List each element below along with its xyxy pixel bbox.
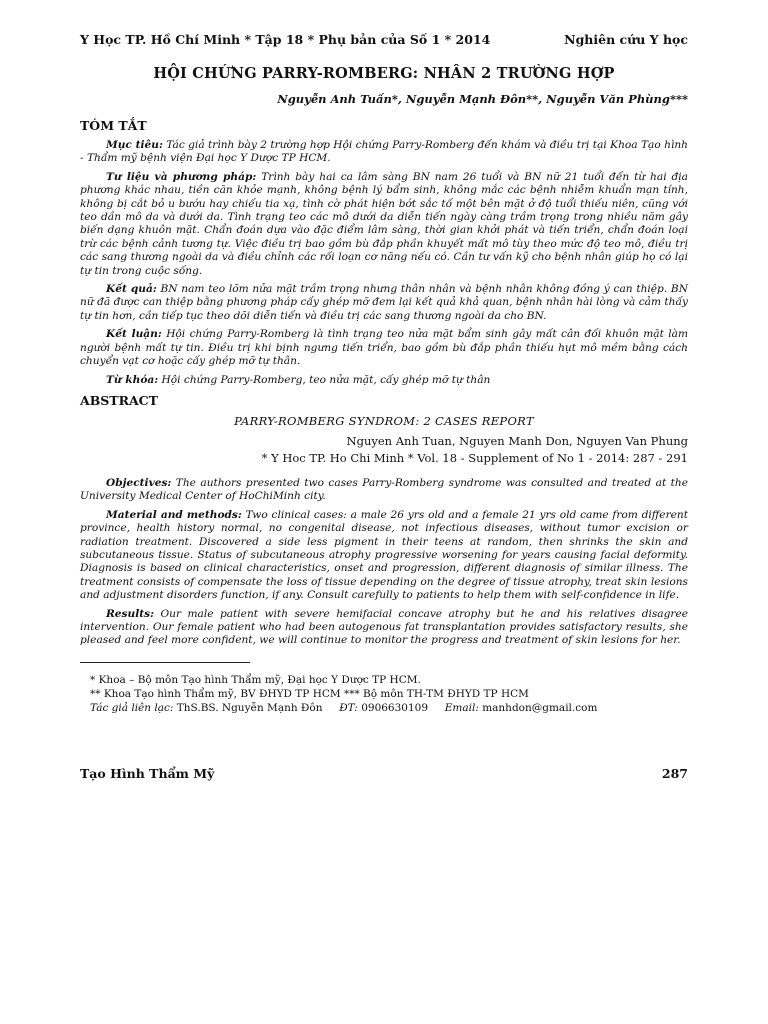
objective-paragraph — [80, 139, 688, 166]
paragraph-lead: Kết luận: — [106, 328, 162, 341]
paragraph-lead: Từ khóa: — [106, 373, 159, 386]
paragraph-text: Two clinical cases: a male 26 yrs old and a female 21 yrs old came from different province, health history normal, no congenital disease, not infectious diseases, without tumor excision or radiation treatment. Discovered a side less pigment in their teens at random, then shrinks the skin and subcutaneous tissue. Status of subcutaneous atrophy progressive worsening for years causing facial deformity. Diagnosis is based on clinical characteristics, onset and progression, different diagnosis of similar illness. The treatment consists of compensate the loss of tissue depending on the degree of tissue atrophy, treat skin lesions and adjustment disorders function, if any. Consult carefully to patients to help them with self-confidence in life. — [80, 508, 688, 602]
footnote-affiliation-1: * Khoa – Bộ môn Tạo hình Thẩm mỹ, Đại học Y Dược TP HCM. — [90, 673, 421, 686]
conclusion-paragraph — [80, 328, 688, 368]
paragraph-lead: Material and methods: — [106, 508, 242, 521]
page-number: 287 — [661, 766, 688, 781]
footnote-affiliation-2: ** Khoa Tạo hình Thẩm mỹ, BV ĐHYD TP HCM *** Bộ môn TH-TM ĐHYD TP HCM — [90, 687, 529, 700]
footnote-contact — [80, 701, 688, 715]
footnote-divider — [80, 662, 250, 663]
abstract-title: PARRY-ROMBERG SYNDROM: 2 CASES REPORT — [234, 413, 534, 428]
paragraph-text: BN nam teo lõm nửa mặt trầm trọng nhưng thân nhân và bệnh nhân không đồng ý can thiệp. BN nữ đã được can thiệp bằng phương pháp cấy ghép mỡ đem lại kết quả khả quan, bệnh nhân hài lòng và cảm thấy tự tin hơn, cần tiếp tục theo dõi diễn tiến và điều trị các sang thương ngoài da cho BN. — [80, 283, 688, 322]
keywords-paragraph — [80, 374, 688, 387]
paragraph-lead: Tư liệu và phương pháp: — [106, 170, 257, 183]
section-label: Nghiên cứu Y học — [564, 32, 688, 47]
running-header — [80, 32, 688, 47]
results-paragraph — [80, 283, 688, 323]
phone-label: ĐT: — [339, 701, 358, 714]
article-title: HỘI CHỨNG PARRY-ROMBERG: NHÂN 2 TRƯỜNG HỢP — [153, 65, 615, 82]
paragraph-text: Tác giả trình bày 2 trường hợp Hội chứng Parry-Romberg đến khám và điều trị tại Khoa Tạo hình - Thẩm mỹ bệnh viện Đại học Y Dược TP HCM. — [80, 139, 688, 165]
article-authors: Nguyễn Anh Tuấn*, Nguyễn Mạnh Đôn**, Nguyễn Văn Phùng*** — [277, 92, 688, 106]
paragraph-text: Our male patient with severe hemifacial concave atrophy but he and his relatives disagree intervention. Our female patient who had been autogenous fat transplantation provides satisfactory results, she pleased and feel more confident, we will continue to monitor the progress and treatment of skin lesions for her. — [80, 607, 688, 647]
paragraph-text: The authors presented two cases Parry-Romberg syndrome was consulted and treated at the University Medical Center of HoChiMinh city. — [80, 476, 688, 503]
contact-phone: 0906630109 — [361, 701, 429, 714]
en-results-paragraph — [80, 608, 688, 648]
paragraph-text: Hội chứng Parry-Romberg, teo nửa mặt, cấy ghép mỡ tự thân — [158, 373, 491, 386]
abstract-citation: * Y Hoc TP. Ho Chi Minh * Vol. 18 - Supplement of No 1 - 2014: 287 - 291 — [261, 450, 688, 465]
methods-paragraph — [80, 171, 688, 278]
paragraph-text: Trình bày hai ca lâm sàng BN nam 26 tuổi và BN nữ 21 tuổi đến từ hai địa phương khác nhau, tiền căn khỏe mạnh, không bệnh lý bẩm sinh, không mắc các bệnh nhiễm khuẩn mạn tính, không bị cắt bỏ u bướu hay chiếu tia xạ, tình cờ phát hiện bớt sắc tố một bên mặt ở độ tuổi thiếu niên, cũng với teo dần mô da và dưới da. Tình trạng teo các mô dưới da diễn tiến ngày càng trầm trọng trong nhiều năm gây biến dạng khuôn mặt. Chẩn đoán dựa vào đặc điểm lâm sàng, thời gian khởi phát và tiến triển, chẩn đoán loại trừ các bệnh cảnh tương tự. Việc điều trị bao gồm bù đắp phần khuyết mất mô tùy theo mức độ teo mô, điều trị các sang thương ngoài da và điều chỉnh các rối loạn cơ năng nếu có. Cần tư vấn kỹ cho bệnh nhân giúp họ có lại tự tin trong cuộc sống. — [80, 170, 688, 277]
paragraph-lead: Results: — [106, 607, 155, 620]
paragraph-text: Hội chứng Parry-Romberg là tình trạng teo nửa mặt bẩm sinh gây mất cân đối khuôn mặt làm người bệnh mất tự tin. Điều trị khi bịnh ngưng tiến triển, bao gồm bù đắp phần thiếu hụt mô mềm bằng cách chuyển vạt cơ hoặc cấy ghép mỡ tự thân. — [80, 328, 688, 368]
contact-name: ThS.BS. Nguyễn Mạnh Đôn — [176, 701, 323, 714]
material-methods-paragraph — [80, 509, 688, 603]
email-label: Email: — [444, 701, 479, 714]
paragraph-lead: Mục tiêu: — [106, 139, 163, 151]
paragraph-lead: Objectives: — [106, 476, 172, 489]
paragraph-lead: Kết quả: — [106, 283, 157, 296]
contact-label: Tác giả liên lạc: — [90, 701, 174, 714]
objectives-paragraph — [80, 477, 688, 504]
abstract-heading: ABSTRACT — [80, 392, 158, 408]
paper-page — [80, 32, 688, 715]
page-footer — [80, 766, 688, 781]
abstract-authors: Nguyen Anh Tuan, Nguyen Manh Don, Nguyen Van Phung — [346, 433, 688, 448]
footer-journal-section: Tạo Hình Thẩm Mỹ — [80, 766, 215, 781]
journal-header: Y Học TP. Hồ Chí Minh * Tập 18 * Phụ bản của Số 1 * 2014 — [80, 32, 491, 47]
contact-email: manhdon@gmail.com — [482, 701, 598, 714]
tom-tat-heading: TÓM TẮT — [80, 118, 147, 133]
